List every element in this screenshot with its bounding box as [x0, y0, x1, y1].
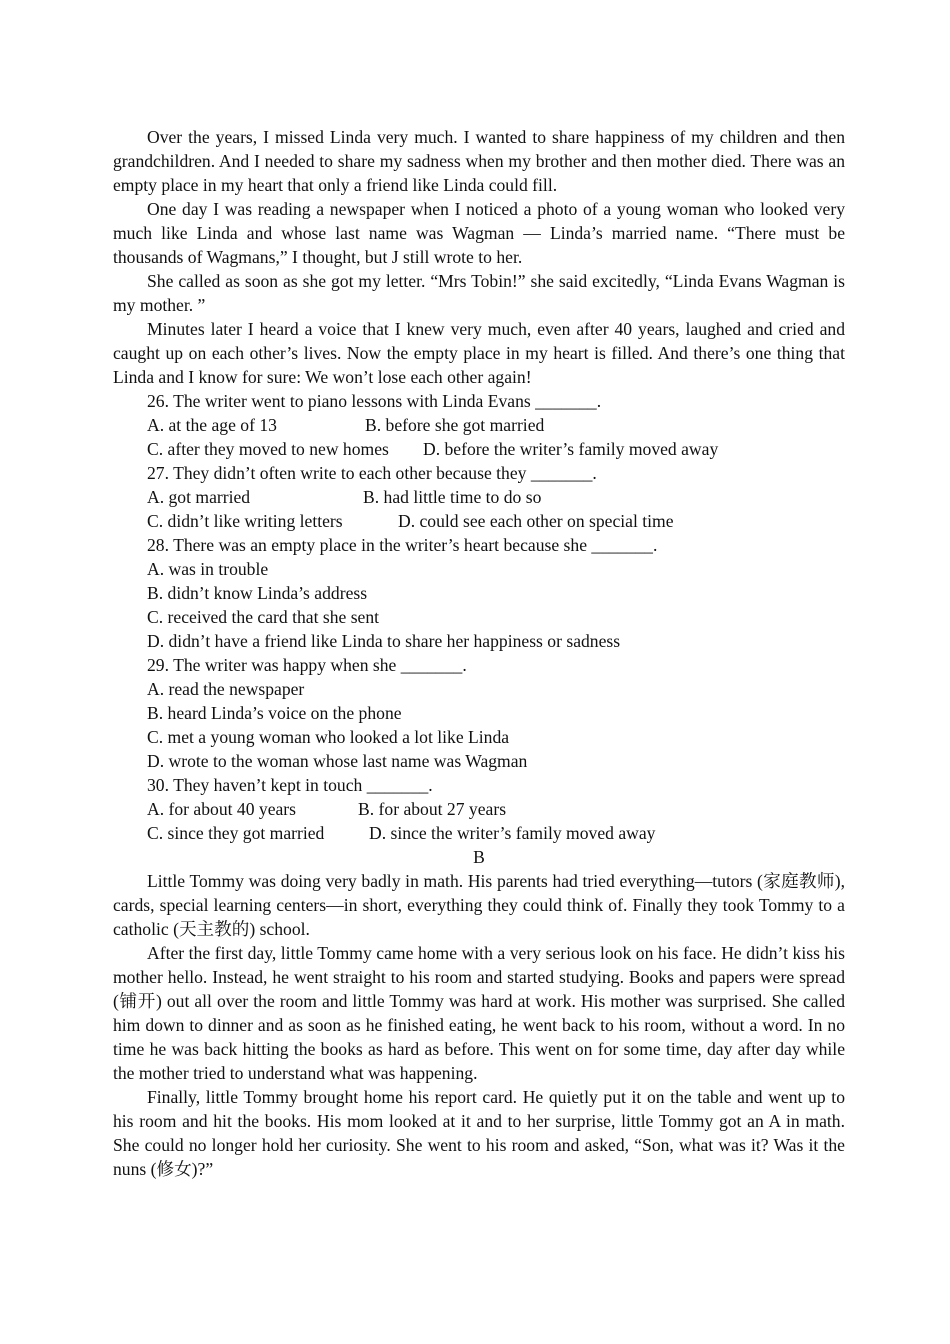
question-27-stem: 27. They didn’t often write to each other because they _______. — [147, 463, 597, 483]
question-29-option-d: D. wrote to the woman whose last name was Wagman — [147, 751, 528, 771]
question-26-option-c: C. after they moved to new homes — [147, 439, 389, 459]
passage-a-paragraph-3: She called as soon as she got my letter. “Mrs Tobin!” she said excitedly, “Linda Evans Wagman is my mother. ” — [113, 271, 845, 315]
question-30-option-d: D. since the writer’s family moved away — [369, 823, 656, 843]
question-26-options-row-2 — [113, 437, 845, 461]
question-29-option-b: B. heard Linda’s voice on the phone — [147, 703, 402, 723]
question-30-stem: 30. They haven’t kept in touch _______. — [147, 775, 433, 795]
question-27-options-row-1 — [113, 485, 845, 509]
question-29-option-a: A. read the newspaper — [147, 679, 305, 699]
section-b-paragraph-3: Finally, little Tommy brought home his report card. He quietly put it on the table and went up to his room and hit the books. His mom looked at it and to her surprise, little Tommy got an A in math. She could no longer hold her curiosity. She went to his room and asked, “Son, what was it? Was it the nuns (修女)?” — [113, 1087, 845, 1179]
question-30-options-row-1 — [113, 797, 845, 821]
question-26-option-d: D. before the writer’s family moved away — [423, 439, 719, 459]
question-26-option-b: B. before she got married — [365, 415, 545, 435]
question-28-option-a: A. was in trouble — [147, 559, 269, 579]
question-27-options-row-2 — [113, 509, 845, 533]
document-page — [113, 125, 845, 1181]
question-27-option-a: A. got married — [147, 487, 251, 507]
question-26-stem: 26. The writer went to piano lessons with Linda Evans _______. — [147, 391, 602, 411]
section-b-paragraph-1: Little Tommy was doing very badly in math. His parents had tried everything—tutors (家庭教师), cards, special learning centers—in short, everything they could think of. Finally they took Tommy to a catholic (天主教的) school. — [113, 871, 845, 939]
question-27-option-d: D. could see each other on special time — [398, 511, 674, 531]
question-27-option-c: C. didn’t like writing letters — [147, 511, 343, 531]
question-30-options-row-2 — [113, 821, 845, 845]
question-28-option-c: C. received the card that she sent — [147, 607, 380, 627]
question-30-option-c: C. since they got married — [147, 823, 325, 843]
question-29-option-c: C. met a young woman who looked a lot like Linda — [147, 727, 510, 747]
passage-a-paragraph-2: One day I was reading a newspaper when I noticed a photo of a young woman who looked very much like Linda and whose last name was Wagman — Linda’s married name. “There must be thousands of Wagmans,” I thought, but J still wrote to her. — [113, 199, 845, 267]
question-29-stem: 29. The writer was happy when she _______. — [147, 655, 467, 675]
passage-a-paragraph-1: Over the years, I missed Linda very much. I wanted to share happiness of my children and then grandchildren. And I needed to share my sadness when my brother and then mother died. There was an empty place in my heart that only a friend like Linda could fill. — [113, 127, 845, 195]
section-b-heading: B — [473, 847, 485, 867]
passage-a-paragraph-4: Minutes later I heard a voice that I knew very much, even after 40 years, laughed and cried and caught up on each other’s lives. Now the empty place in my heart is filled. And there’s one thing that Linda and I know for sure: We won’t lose each other again! — [113, 319, 845, 387]
question-26-options-row-1 — [113, 413, 845, 437]
question-28-stem: 28. There was an empty place in the writer’s heart because she _______. — [147, 535, 658, 555]
question-28-option-b: B. didn’t know Linda’s address — [147, 583, 368, 603]
question-30-option-a: A. for about 40 years — [147, 799, 297, 819]
question-30-option-b: B. for about 27 years — [358, 799, 507, 819]
question-26-option-a: A. at the age of 13 — [147, 415, 277, 435]
question-28-option-d: D. didn’t have a friend like Linda to share her happiness or sadness — [147, 631, 621, 651]
question-27-option-b: B. had little time to do so — [363, 487, 542, 507]
section-b-paragraph-2: After the first day, little Tommy came home with a very serious look on his face. He didn’t kiss his mother hello. Instead, he went straight to his room and started studying. Books and papers were spread (铺开) out all over the room and little Tommy was hard at work. His mother was surprised. She called him down to dinner and as soon as he finished eating, he went back to his room, without a word. In no time he was back hitting the books as hard as before. This went on for some time, day after day while the mother tried to understand what was happening. — [113, 943, 845, 1083]
